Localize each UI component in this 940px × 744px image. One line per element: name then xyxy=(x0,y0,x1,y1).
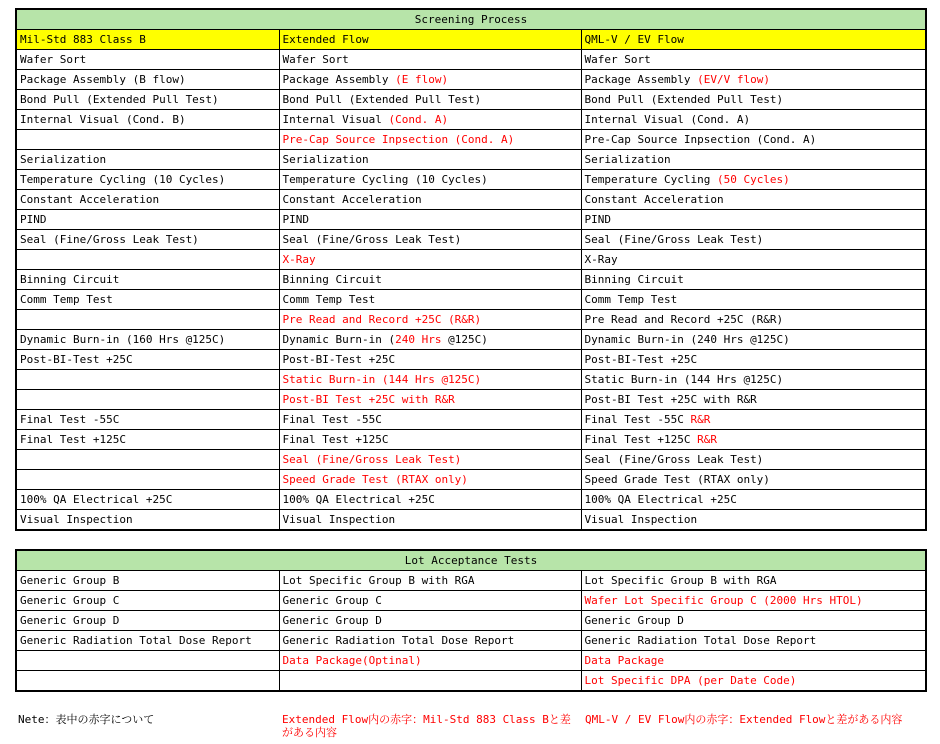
cell-text: Generic Radiation Total Dose Report xyxy=(20,634,252,647)
cell-text: Final Test +125C xyxy=(584,433,698,446)
screening-process-table xyxy=(15,8,927,531)
cell-text: Generic Group C xyxy=(282,594,382,607)
table-cell xyxy=(16,90,279,110)
table-cell xyxy=(581,571,926,591)
table-row xyxy=(16,150,926,170)
table-cell xyxy=(16,370,279,390)
table-row xyxy=(16,170,926,190)
cell-text: Internal Visual xyxy=(282,113,389,126)
cell-text: Pre-Cap Source Inpsection (Cond. A) xyxy=(584,133,817,146)
table-row xyxy=(16,390,926,410)
cell-text: Bond Pull (Extended Pull Test) xyxy=(584,93,784,106)
cell-text: Lot Specific Group B with RGA xyxy=(584,574,777,587)
cell-text: Wafer Sort xyxy=(584,53,651,66)
table-cell xyxy=(279,470,581,490)
table-cell xyxy=(16,631,279,651)
cell-text: 100% QA Electrical +25C xyxy=(20,493,173,506)
cell-text: Generic Radiation Total Dose Report xyxy=(282,634,515,647)
table-row xyxy=(16,110,926,130)
table-row xyxy=(16,350,926,370)
table-row xyxy=(16,330,926,350)
table-cell xyxy=(581,671,926,692)
highlighted-text: R&R xyxy=(690,413,711,426)
table-cell xyxy=(581,270,926,290)
table-cell xyxy=(279,290,581,310)
cell-text: Binning Circuit xyxy=(20,273,120,286)
table-row xyxy=(16,90,926,110)
table-cell xyxy=(16,110,279,130)
cell-text: Constant Acceleration xyxy=(584,193,724,206)
table-cell xyxy=(581,210,926,230)
cell-text: Serialization xyxy=(584,153,671,166)
cell-text: Final Test +125C xyxy=(282,433,389,446)
table-row xyxy=(16,591,926,611)
cell-text: Wafer Sort xyxy=(20,53,87,66)
table-cell xyxy=(16,170,279,190)
table-cell xyxy=(279,50,581,70)
table-cell xyxy=(279,310,581,330)
cell-text: Seal (Fine/Gross Leak Test) xyxy=(584,453,764,466)
cell-text: Visual Inspection xyxy=(282,513,396,526)
cell-text: Comm Temp Test xyxy=(282,293,376,306)
table-cell xyxy=(16,591,279,611)
cell-text: Final Test -55C xyxy=(20,413,120,426)
table-cell xyxy=(581,190,926,210)
table-cell xyxy=(16,310,279,330)
table-cell xyxy=(279,490,581,510)
table-cell xyxy=(279,110,581,130)
table-cell xyxy=(16,430,279,450)
cell-text: Constant Acceleration xyxy=(282,193,422,206)
cell-text: Serialization xyxy=(20,153,107,166)
table-cell xyxy=(16,210,279,230)
highlighted-text: Pre-Cap Source Inpsection (Cond. A) xyxy=(282,133,515,146)
cell-text: Post-BI Test +25C with R&R xyxy=(584,393,757,406)
table-cell xyxy=(279,410,581,430)
table-row xyxy=(16,430,926,450)
cell-text: PIND xyxy=(20,213,47,226)
cell-text: Binning Circuit xyxy=(584,273,684,286)
table-cell xyxy=(581,611,926,631)
table-cell xyxy=(279,510,581,531)
table-cell xyxy=(581,591,926,611)
cell-text: Visual Inspection xyxy=(584,513,698,526)
highlighted-text: R&R xyxy=(697,433,717,446)
cell-text: Seal (Fine/Gross Leak Test) xyxy=(282,233,462,246)
cell-text: Post-BI-Test +25C xyxy=(584,353,698,366)
table-row xyxy=(16,230,926,250)
highlighted-text: Pre Read and Record +25C (R&R) xyxy=(282,313,482,326)
table-cell xyxy=(16,410,279,430)
cell-text: Bond Pull (Extended Pull Test) xyxy=(282,93,482,106)
cell-text: Dynamic Burn-in ( xyxy=(282,333,396,346)
cell-text: Package Assembly xyxy=(282,73,396,86)
cell-text: Generic Group D xyxy=(282,614,382,627)
highlighted-text: (EV/V flow) xyxy=(697,73,770,86)
table-row xyxy=(16,450,926,470)
table-row xyxy=(16,130,926,150)
cell-text: Generic Group D xyxy=(20,614,120,627)
cell-text: PIND xyxy=(584,213,611,226)
cell-text: Comm Temp Test xyxy=(20,293,113,306)
cell-text: Pre Read and Record +25C (R&R) xyxy=(584,313,784,326)
table-row xyxy=(16,611,926,631)
cell-text: X-Ray xyxy=(584,253,618,266)
cell-text: Seal (Fine/Gross Leak Test) xyxy=(584,233,764,246)
table-cell xyxy=(581,290,926,310)
table-cell xyxy=(16,190,279,210)
cell-text: Final Test -55C xyxy=(282,413,382,426)
cell-text: Visual Inspection xyxy=(20,513,133,526)
table-cell xyxy=(279,250,581,270)
note-extended-flow: Extended Flow内の赤字：Mil-Std 883 Class Bと差がある内容 xyxy=(282,713,571,739)
cell-text: Temperature Cycling xyxy=(584,173,717,186)
cell-text: 100% QA Electrical +25C xyxy=(584,493,737,506)
table-cell xyxy=(581,430,926,450)
table-cell xyxy=(16,671,279,692)
cell-text: PIND xyxy=(282,213,309,226)
table-cell xyxy=(581,50,926,70)
table-row xyxy=(16,190,926,210)
cell-text: Post-BI-Test +25C xyxy=(282,353,396,366)
note-label: Nete：表中の赤字について xyxy=(18,713,155,726)
highlighted-text: X-Ray xyxy=(282,253,316,266)
highlighted-text: Seal (Fine/Gross Leak Test) xyxy=(282,453,462,466)
table-cell xyxy=(279,170,581,190)
note-qml-flow: QML-V / EV Flow内の赤字：Extended Flowと差がある内容 xyxy=(585,713,903,726)
table-cell xyxy=(279,270,581,290)
table-cell xyxy=(16,130,279,150)
table-cell xyxy=(581,651,926,671)
table-row xyxy=(16,470,926,490)
cell-text: Seal (Fine/Gross Leak Test) xyxy=(20,233,199,246)
table-cell xyxy=(279,330,581,350)
table-cell xyxy=(581,350,926,370)
table-cell xyxy=(279,130,581,150)
table-row xyxy=(16,250,926,270)
table-cell xyxy=(279,591,581,611)
table-row xyxy=(16,310,926,330)
table-cell xyxy=(16,250,279,270)
table-cell xyxy=(581,330,926,350)
table-cell xyxy=(581,631,926,651)
table-cell xyxy=(581,510,926,531)
table-cell xyxy=(581,490,926,510)
table-row xyxy=(16,631,926,651)
cell-text: 100% QA Electrical +25C xyxy=(282,493,435,506)
table-cell xyxy=(279,210,581,230)
cell-text: Binning Circuit xyxy=(282,273,382,286)
cell-text: Package Assembly (B flow) xyxy=(20,73,186,86)
highlighted-text: Static Burn-in (144 Hrs @125C) xyxy=(282,373,482,386)
table-cell xyxy=(279,671,581,692)
table-row xyxy=(16,50,926,70)
table-row xyxy=(16,671,926,692)
table-cell xyxy=(581,250,926,270)
table-cell xyxy=(581,390,926,410)
highlighted-text: Speed Grade Test (RTAX only) xyxy=(282,473,468,486)
table-cell xyxy=(16,390,279,410)
table-cell xyxy=(581,130,926,150)
highlighted-text: 240 Hrs xyxy=(395,333,442,346)
table-cell xyxy=(581,450,926,470)
table-cell xyxy=(279,190,581,210)
table-row xyxy=(16,370,926,390)
highlighted-text: Post-BI Test +25C with R&R xyxy=(282,393,455,406)
table-cell xyxy=(581,90,926,110)
cell-text: Serialization xyxy=(282,153,369,166)
cell-text: Temperature Cycling (10 Cycles) xyxy=(20,173,226,186)
table-row xyxy=(16,651,926,671)
cell-text: Final Test +125C xyxy=(20,433,126,446)
table-cell xyxy=(16,651,279,671)
cell-text: Internal Visual (Cond. B) xyxy=(20,113,186,126)
cell-text: Comm Temp Test xyxy=(584,293,678,306)
table-cell xyxy=(16,490,279,510)
cell-text: Generic Group B xyxy=(20,574,120,587)
table-cell xyxy=(16,70,279,90)
cell-text: Internal Visual (Cond. A) xyxy=(584,113,751,126)
table-cell xyxy=(279,450,581,470)
lot-acceptance-title: Lot Acceptance Tests xyxy=(16,550,926,571)
highlighted-text: (E flow) xyxy=(395,73,449,86)
table-cell xyxy=(279,430,581,450)
table-cell xyxy=(16,150,279,170)
table-cell xyxy=(16,270,279,290)
table-cell xyxy=(581,170,926,190)
table-cell xyxy=(16,290,279,310)
table-cell xyxy=(279,611,581,631)
table-cell xyxy=(279,150,581,170)
cell-text: Lot Specific Group B with RGA xyxy=(282,574,475,587)
table-cell xyxy=(581,110,926,130)
table-row xyxy=(16,70,926,90)
table-cell xyxy=(279,70,581,90)
cell-text: Wafer Sort xyxy=(282,53,349,66)
table-cell xyxy=(279,350,581,370)
table-cell xyxy=(16,50,279,70)
column-header-extended-flow: Extended Flow xyxy=(279,30,581,50)
cell-text: Generic Group C xyxy=(20,594,120,607)
cell-text: Package Assembly xyxy=(584,73,698,86)
table-cell xyxy=(279,90,581,110)
highlighted-text: (50 Cycles) xyxy=(716,173,790,186)
highlighted-text: (Cond. A) xyxy=(388,113,449,126)
table-row xyxy=(16,571,926,591)
highlighted-text: Wafer Lot Specific Group C (2000 Hrs HTOL) xyxy=(584,594,863,607)
table-cell xyxy=(581,470,926,490)
table-cell xyxy=(581,230,926,250)
screening-process-title: Screening Process xyxy=(16,9,926,30)
table-cell xyxy=(581,370,926,390)
table-cell xyxy=(16,230,279,250)
table-cell xyxy=(279,390,581,410)
table-cell xyxy=(581,410,926,430)
table-cell xyxy=(16,330,279,350)
table-row xyxy=(16,510,926,531)
table-cell xyxy=(16,450,279,470)
table-cell xyxy=(279,230,581,250)
table-cell xyxy=(581,70,926,90)
cell-text: Final Test -55C xyxy=(584,413,691,426)
table-cell xyxy=(279,370,581,390)
table-row xyxy=(16,490,926,510)
column-header-mil-std: Mil-Std 883 Class B xyxy=(16,30,279,50)
table-row xyxy=(16,410,926,430)
cell-text: Static Burn-in (144 Hrs @125C) xyxy=(584,373,784,386)
cell-text: @125C) xyxy=(441,333,488,346)
cell-text: Post-BI-Test +25C xyxy=(20,353,133,366)
table-cell xyxy=(16,470,279,490)
cell-text: Dynamic Burn-in (240 Hrs @125C) xyxy=(584,333,790,346)
table-cell xyxy=(16,510,279,531)
table-cell xyxy=(279,651,581,671)
cell-text: Speed Grade Test (RTAX only) xyxy=(584,473,770,486)
table-cell xyxy=(16,611,279,631)
table-cell xyxy=(16,571,279,591)
cell-text: Generic Group D xyxy=(584,614,684,627)
cell-text: Dynamic Burn-in (160 Hrs @125C) xyxy=(20,333,226,346)
table-row xyxy=(16,290,926,310)
lot-acceptance-table xyxy=(15,549,927,692)
table-cell xyxy=(581,150,926,170)
table-row xyxy=(16,270,926,290)
column-header-qml-flow: QML-V / EV Flow xyxy=(581,30,926,50)
table-cell xyxy=(16,350,279,370)
cell-text: Bond Pull (Extended Pull Test) xyxy=(20,93,219,106)
table-cell xyxy=(279,631,581,651)
cell-text: Constant Acceleration xyxy=(20,193,160,206)
cell-text: Generic Radiation Total Dose Report xyxy=(584,634,817,647)
table-cell xyxy=(581,310,926,330)
table-row xyxy=(16,210,926,230)
cell-text: Temperature Cycling (10 Cycles) xyxy=(282,173,488,186)
highlighted-text: Data Package xyxy=(584,654,664,667)
table-cell xyxy=(279,571,581,591)
highlighted-text: Data Package(Optinal) xyxy=(282,654,422,667)
highlighted-text: Lot Specific DPA (per Date Code) xyxy=(584,674,797,687)
